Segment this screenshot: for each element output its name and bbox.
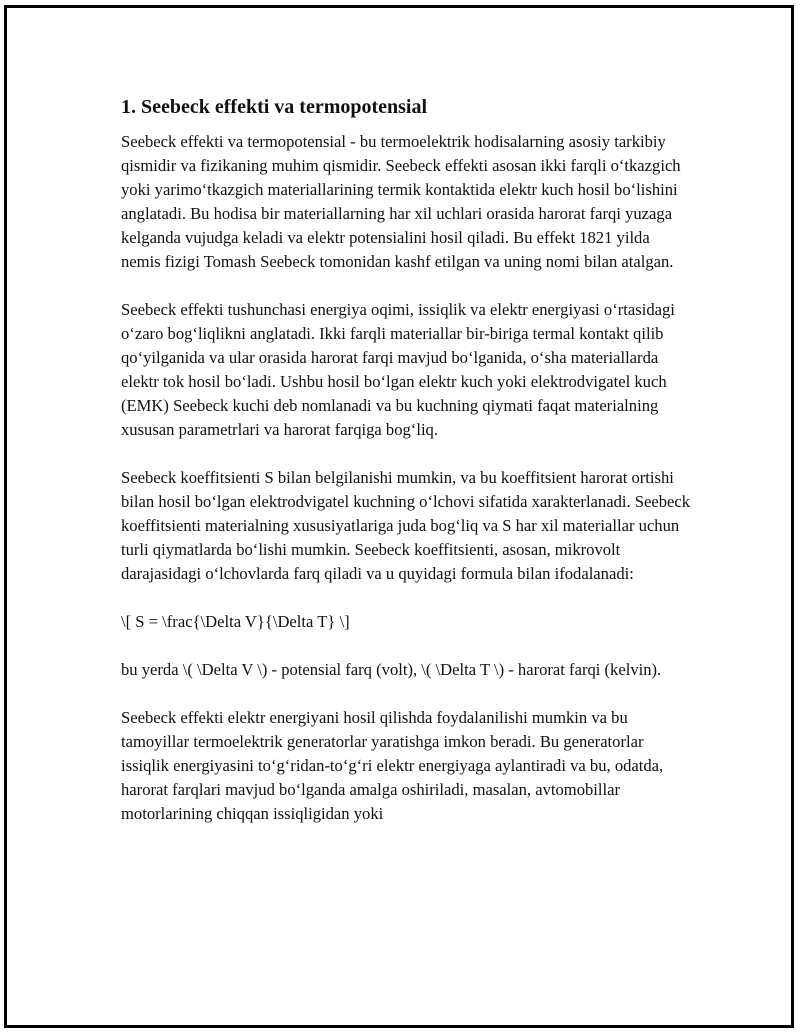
section-heading: 1. Seebeck effekti va termopotensial — [121, 96, 428, 118]
paragraph-generators: Seebeck effekti elektr energiyani hosil qilishda foydalanilishi mumkin va bu tamoyillar termoelektrik generatorlar yaratishga imkon beradi. Bu generatorlar issiqlik energiyasini to‘g‘ridan-to‘g‘ri elektr energiyaga aylantiradi va bu, odatda, harorat farqlari mavjud bo‘lganda amalga oshiriladi, masalan, avtomobillar motorlarining chiqqan issiqligidan yoki — [121, 708, 664, 823]
paragraph-concept: Seebeck effekti tushunchasi energiya oqimi, issiqlik va elektr energiyasi o‘rtasidagi o‘zaro bog‘liqlikni anglatadi. Ikki farqli materiallar bir-biriga termal kontakt qilib qo‘yilganida va ular orasida harorat farqi mavjud bo‘lganida, o‘sha materiallarda elektr tok hosil bo‘ladi. Ushbu hosil bo‘lgan elektr kuch yoki elektrodvigatel kuch (EMK) Seebeck kuchi deb nomlanadi va bu kuchning qiymati faqat materialning xususan parametrlari va harorat farqiga bog‘liq. — [121, 300, 675, 439]
formula-line: \[ S = \frac{\Delta V}{\Delta T} \] — [121, 612, 350, 631]
paragraph-formula-explanation: bu yerda \( \Delta V \) - potensial farq (volt), \( \Delta T \) - harorat farqi (kelvin). — [121, 660, 662, 679]
document-body — [121, 94, 691, 850]
paragraph-intro: Seebeck effekti va termopotensial - bu termoelektrik hodisalarning asosiy tarkibiy qismidir va fizikaning muhim qismidir. Seebeck effekti asosan ikki farqli o‘tkazgich yoki yarimo‘tkazgich materiallarining termik kontaktida elektr kuch hosil bo‘lishini anglatadi. Bu hodisa bir materiallarning har xil uchlari orasida harorat farqi yuzaga kelganda vujudga keladi va elektr potensialini hosil qiladi. Bu effekt 1821 yilda nemis fizigi Tomash Seebeck tomonidan kashf etilgan va uning nomi bilan atalgan. — [121, 132, 681, 271]
paragraph-coefficient: Seebeck koeffitsienti S bilan belgilanishi mumkin, va bu koeffitsient harorat ortishi bilan hosil bo‘lgan elektrodvigatel kuchning o‘lchovi sifatida xarakterlanadi. Seebeck koeffitsienti materialning xususiyatlariga juda bog‘liq va S har xil materiallar uchun turli qiymatlarda bo‘lishi mumkin. Seebeck koeffitsienti, asosan, mikrovolt darajasidagi o‘lchovlarda farq qiladi va u quyidagi formula bilan ifodalanadi: — [121, 468, 691, 583]
document-page — [4, 5, 794, 1028]
